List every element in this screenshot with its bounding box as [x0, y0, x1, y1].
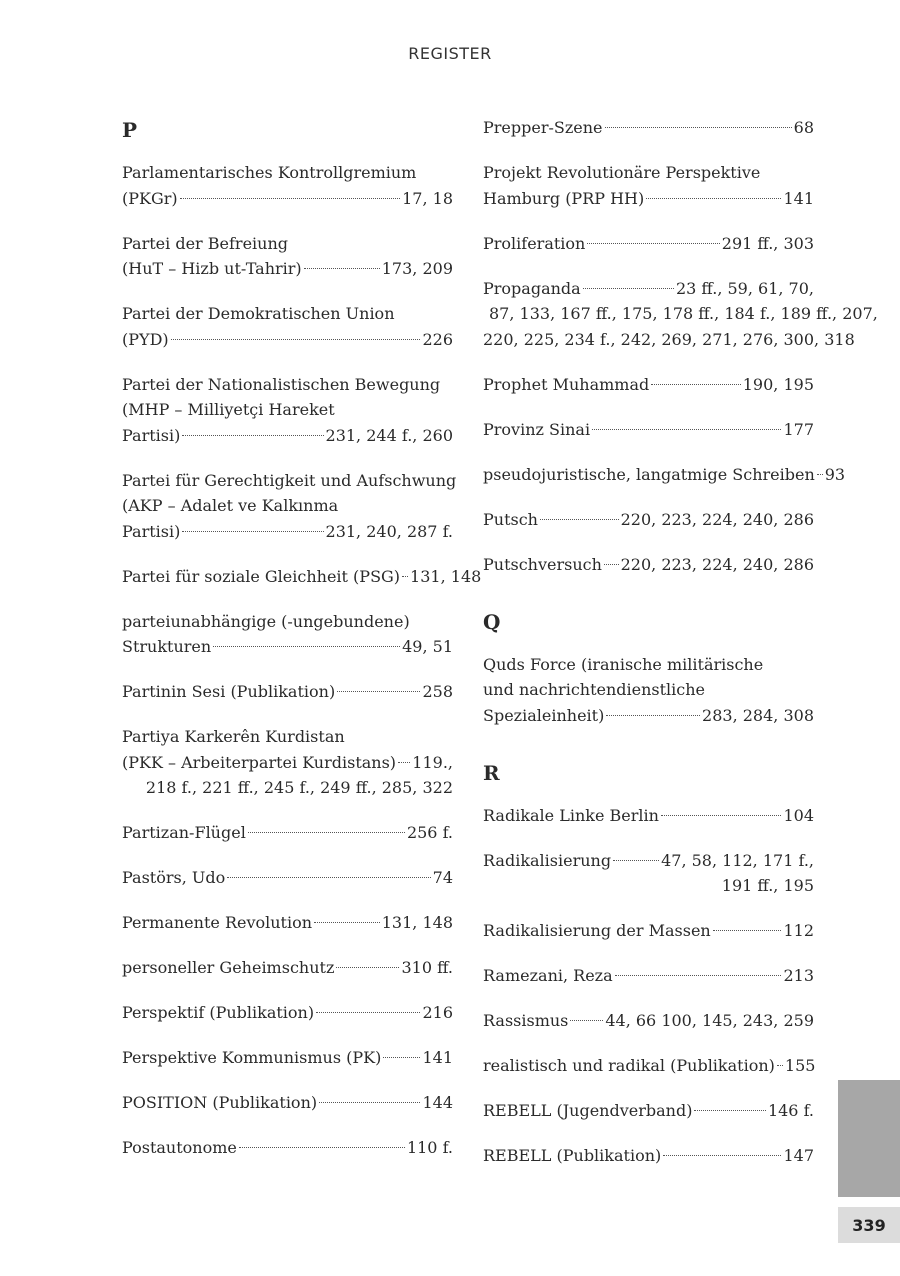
dot-leader — [606, 715, 700, 716]
entry-term: (HuT – Hizb ut-Tahrir) — [122, 259, 302, 278]
entry-pages: 177 — [783, 419, 814, 439]
dot-leader — [713, 930, 782, 931]
entry-term: Perspektif (Publikation) — [122, 1003, 315, 1022]
index-entry — [122, 160, 453, 211]
left-column — [122, 115, 482, 1180]
entry-pages: 104 — [783, 805, 814, 825]
entry-term: (PKGr) — [122, 188, 178, 208]
entry-leader-line — [483, 1053, 814, 1079]
entry-pages-continued: 87, 133, 167 ff., 175, 178 ff., 184 f., 189 ff., 207, — [489, 304, 878, 323]
index-entry — [122, 820, 453, 846]
dot-leader — [646, 198, 781, 199]
entry-leader-line — [122, 865, 453, 891]
dot-leader — [248, 832, 405, 833]
entry-pages: 23 ff., 59, 61, 70, — [675, 278, 814, 298]
entry-pages: 310 ff. — [401, 958, 453, 977]
entry-pages: 144 — [422, 1093, 453, 1112]
entry-pages: 213 — [783, 966, 814, 985]
entry-line: (MHP – Milliyetçi Hareket — [122, 400, 335, 419]
entry-term: Postautonome — [122, 1138, 237, 1157]
entry-line: Partei der Befreiung — [122, 233, 289, 253]
entry-term: REBELL (Jugendverband) — [483, 1101, 693, 1120]
entry-leader-line — [483, 417, 814, 443]
entry-leader-line — [122, 1000, 453, 1026]
entry-line: Partei für Gerechtigkeit und Aufschwung — [122, 470, 457, 490]
entry-pages: 110 f. — [406, 1138, 453, 1157]
entry-pages: 155 — [784, 1056, 816, 1075]
entry-leader-line — [483, 552, 814, 578]
entry-pages: 131, 148 — [410, 566, 482, 586]
index-entry — [122, 609, 453, 660]
dot-leader — [213, 646, 400, 647]
entries-r — [483, 803, 814, 1169]
entry-pages: 112 — [783, 921, 814, 940]
entry-line: Partei der Nationalistischen Bewegung — [122, 374, 441, 394]
index-entry — [122, 468, 457, 545]
section-letter-p: P — [122, 118, 138, 142]
entry-pages: 258 — [422, 682, 453, 701]
entry-pages: 220, 223, 224, 240, 286 — [620, 509, 814, 529]
entries-p — [122, 160, 482, 1161]
entry-leader-line — [483, 186, 814, 212]
entry-leader-line — [483, 918, 814, 944]
index-entry — [483, 963, 814, 989]
entry-leader-line — [483, 848, 814, 874]
dot-leader — [540, 519, 619, 520]
index-entry — [122, 1000, 453, 1026]
dot-leader — [319, 1102, 420, 1103]
entry-pages: 119., — [412, 752, 453, 772]
entry-term: Proliferation — [483, 233, 586, 253]
index-entry — [122, 910, 453, 936]
dot-leader — [583, 288, 674, 289]
index-entry — [483, 231, 814, 257]
entry-pages-continued: 220, 225, 234 f., 242, 269, 271, 276, 300, 318 — [483, 329, 855, 349]
entry-leader-line — [483, 372, 814, 398]
dot-leader — [613, 860, 659, 861]
entry-term: Prepper-Szene — [483, 118, 603, 137]
entry-leader-line — [122, 955, 453, 981]
entry-term: Putschversuch — [483, 554, 602, 574]
dot-leader — [171, 339, 421, 340]
dot-leader — [336, 967, 399, 968]
entry-leader-line — [122, 750, 453, 776]
entry-pages: 93 — [824, 464, 846, 484]
entry-leader-line — [122, 423, 453, 449]
entry-line: und nachrichtendienstliche — [483, 680, 706, 699]
index-entry — [122, 1090, 453, 1116]
dot-leader — [180, 198, 400, 199]
entry-leader-line — [122, 910, 453, 936]
entry-pages: 141 — [422, 1048, 453, 1067]
index-entry — [483, 462, 846, 488]
entry-line: (AKP – Adalet ve Kalkınma — [122, 496, 339, 515]
entry-term: Hamburg (PRP HH) — [483, 188, 645, 208]
dot-leader — [314, 922, 380, 923]
index-entry — [122, 679, 453, 705]
entry-leader-line — [122, 820, 453, 846]
dot-leader — [615, 975, 782, 976]
entry-pages: 17, 18 — [402, 188, 453, 208]
entry-term: Radikalisierung der Massen — [483, 921, 711, 940]
dot-leader — [182, 531, 323, 532]
index-entry — [483, 803, 814, 829]
index-entry — [483, 1008, 814, 1034]
section-letter-r: R — [483, 760, 500, 785]
entry-term: Partisi) — [122, 521, 181, 541]
entry-pages: 226 — [422, 329, 453, 349]
entry-line: Parlamentarisches Kontrollgremium — [122, 163, 417, 182]
thumb-index-tab — [838, 1080, 900, 1197]
entry-pages: 256 f. — [406, 823, 453, 842]
index-entry — [483, 848, 814, 899]
entry-pages: 44, 66 100, 145, 243, 259 — [605, 1011, 814, 1030]
entry-term: Partei für soziale Gleichheit (PSG) — [122, 566, 401, 586]
dot-leader — [661, 815, 782, 816]
dot-leader — [402, 576, 408, 577]
entry-leader-line — [122, 186, 453, 212]
index-entry — [122, 865, 453, 891]
entry-leader-line — [483, 963, 814, 989]
entry-leader-line — [483, 276, 814, 302]
entry-term: realistisch und radikal (Publikation) — [483, 1056, 775, 1075]
entry-leader-line — [483, 703, 814, 729]
entry-pages: 47, 58, 112, 171 f., — [661, 850, 814, 870]
entry-term: Putsch — [483, 509, 538, 529]
index-entry — [122, 372, 453, 449]
index-entry — [483, 1098, 814, 1124]
index-entry — [122, 564, 482, 590]
entry-leader-line — [122, 679, 453, 705]
entry-term: Spezialeinheit) — [483, 705, 605, 725]
entry-pages-continued: 218 f., 221 ff., 245 f., 249 ff., 285, 322 — [145, 778, 453, 797]
entry-term: POSITION (Publikation) — [122, 1093, 318, 1112]
entry-pages: 291 ff., 303 — [721, 233, 814, 253]
index-entry — [483, 652, 814, 729]
index-entry — [122, 1045, 453, 1071]
index-entry — [122, 301, 453, 352]
entry-term: Strukturen — [122, 637, 212, 656]
entry-pages: 74 — [432, 868, 453, 887]
dot-leader — [239, 1147, 405, 1148]
entry-term: Ramezani, Reza — [483, 966, 613, 985]
dot-leader — [383, 1057, 420, 1058]
entry-pages: 216 — [422, 1003, 453, 1022]
entry-pages: 146 f. — [767, 1101, 814, 1120]
entry-leader-line — [122, 1045, 453, 1071]
entry-leader-line — [122, 634, 453, 660]
entry-term: REBELL (Publikation) — [483, 1146, 662, 1165]
entry-pages-continued: 191 ff., 195 — [721, 876, 814, 895]
entry-pages: 131, 148 — [381, 913, 453, 932]
entry-pages: 283, 284, 308 — [702, 705, 814, 725]
page-number: 339 — [838, 1207, 900, 1243]
index-entry — [483, 115, 814, 141]
dot-leader — [694, 1110, 765, 1111]
entry-pages: 147 — [783, 1146, 814, 1165]
entry-term: personeller Geheimschutz — [122, 958, 335, 977]
entry-term: (PKK – Arbeiterpartei Kurdistans) — [122, 752, 397, 772]
dot-leader — [182, 435, 323, 436]
entry-pages: 220, 223, 224, 240, 286 — [620, 554, 814, 574]
entry-term: Prophet Muhammad — [483, 374, 650, 394]
index-entry — [483, 160, 814, 211]
entry-term: pseudojuristische, langatmige Schreiben — [483, 464, 815, 484]
running-header: REGISTER — [408, 44, 492, 63]
entry-leader-line — [483, 1098, 814, 1124]
entry-pages: 190, 195 — [742, 374, 814, 394]
dot-leader — [604, 564, 619, 565]
entry-term: Radikalisierung — [483, 850, 612, 870]
dot-leader — [651, 384, 741, 385]
entry-leader-line — [483, 507, 814, 533]
entry-line: Quds Force (iranische militärische — [483, 654, 764, 674]
dot-leader — [304, 268, 380, 269]
entry-line: Projekt Revolutionäre Perspektive — [483, 163, 761, 182]
entry-term: Permanente Revolution — [122, 913, 313, 932]
index-entry — [122, 955, 453, 981]
dot-leader — [592, 429, 781, 430]
entry-term: Provinz Sinai — [483, 419, 591, 439]
dot-leader — [227, 877, 430, 878]
dot-leader — [337, 691, 420, 692]
entry-term: Radikale Linke Berlin — [483, 805, 659, 825]
entry-leader-line — [483, 115, 814, 141]
entry-pages: 231, 244 f., 260 — [325, 425, 453, 445]
index-entry — [483, 1143, 814, 1169]
index-entry — [483, 552, 814, 578]
entry-term: Partinin Sesi (Publikation) — [122, 682, 336, 701]
entry-leader-line — [483, 462, 846, 488]
entries-q — [483, 652, 814, 729]
entry-line: parteiunabhängige (-ungebundene) — [122, 611, 410, 631]
index-entry — [122, 724, 453, 801]
index-entry — [483, 507, 814, 533]
entry-term: Propaganda — [483, 278, 581, 298]
entry-leader-line — [122, 256, 453, 282]
section-letter-q: Q — [483, 609, 501, 634]
dot-leader — [587, 243, 719, 244]
index-entry — [483, 372, 814, 398]
dot-leader — [398, 762, 410, 763]
entry-pages: 49, 51 — [402, 637, 453, 656]
entry-term: Perspektive Kommunismus (PK) — [122, 1048, 382, 1067]
dot-leader — [605, 127, 792, 128]
dot-leader — [570, 1020, 603, 1021]
entry-leader-line — [122, 1135, 453, 1161]
index-entry — [122, 1135, 453, 1161]
entry-leader-line — [483, 803, 814, 829]
entry-line: Partei der Demokratischen Union — [122, 304, 395, 323]
entry-leader-line — [122, 564, 482, 590]
entry-leader-line — [483, 231, 814, 257]
entry-pages: 141 — [783, 188, 814, 208]
entry-line: Partiya Karkerên Kurdistan — [122, 727, 345, 746]
dot-leader — [817, 474, 823, 475]
entry-leader-line — [122, 1090, 453, 1116]
entry-term: Pastörs, Udo — [122, 868, 226, 887]
index-entry — [483, 1053, 814, 1079]
dot-leader — [316, 1012, 420, 1013]
entry-term: (PYD) — [122, 329, 169, 349]
entry-pages: 231, 240, 287 f. — [325, 521, 453, 541]
dot-leader — [663, 1155, 781, 1156]
index-entry — [483, 276, 878, 353]
dot-leader — [777, 1065, 783, 1066]
entry-pages: 173, 209 — [381, 259, 453, 278]
entry-term: Partizan-Flügel — [122, 823, 246, 842]
entry-term: Partisi) — [122, 425, 181, 445]
entry-pages: 68 — [793, 118, 814, 137]
entry-term: Rassismus — [483, 1011, 569, 1030]
index-entry — [483, 918, 814, 944]
entry-leader-line — [483, 1008, 814, 1034]
index-entry — [483, 417, 814, 443]
entry-leader-line — [122, 327, 453, 353]
entries-p-continued — [483, 115, 878, 577]
index-entry — [122, 231, 453, 282]
right-column — [483, 115, 878, 1188]
entry-leader-line — [122, 519, 453, 545]
entry-leader-line — [483, 1143, 814, 1169]
